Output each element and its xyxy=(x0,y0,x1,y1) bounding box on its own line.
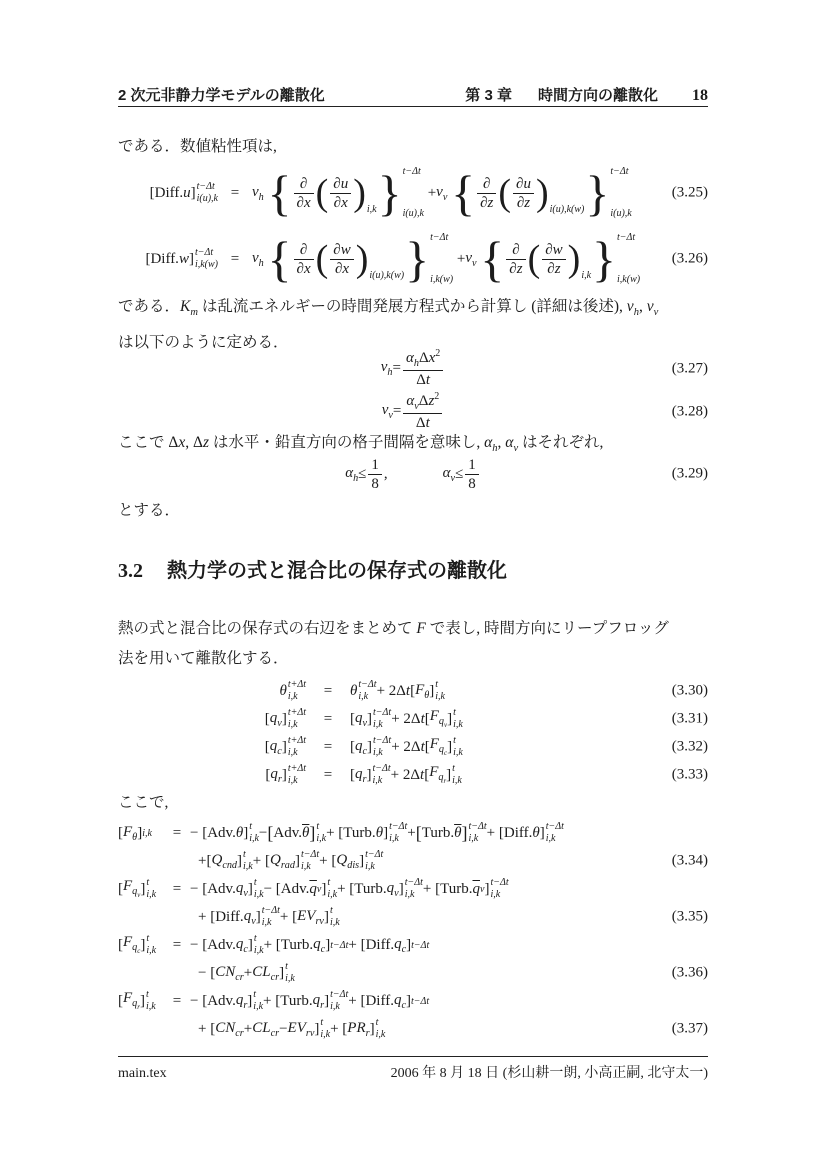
equation-3-36-line2 xyxy=(118,959,708,987)
footer-date-authors: 2006 年 8 月 18 日 (杉山耕一朗, 小高正嗣, 北守太一) xyxy=(390,1066,708,1081)
page-number: 18 xyxy=(692,87,708,104)
equation-number: (3.34) xyxy=(671,852,708,869)
equation-number: (3.36) xyxy=(671,964,708,981)
equals-sign: = xyxy=(172,824,182,841)
equation-3-25 xyxy=(118,160,708,226)
equation-rhs: [ $q_c$ ] t−Δt i,k + 2Δ t [ $F_{q_c}$ ] t i,k xyxy=(350,734,463,758)
header-rule xyxy=(118,106,708,107)
equation-rhs: $\nu_h$ { $\frac{\partial}{\partial x}$ ( $\frac{\partial w}{\partial x}$ ) i(u),k(w) } t−Δt i,k(w) + $\nu_v$ { $\frac{\partial}{\partial z}$ ( $\frac{\partial w}{\partial z}$ ) i,k } t−Δt i,k(w) xyxy=(252,231,641,287)
page-footer xyxy=(118,1062,708,1082)
equals-sign: = xyxy=(323,682,333,699)
paragraph-line: 法を用いて離散化する． xyxy=(118,650,289,667)
equation-lhs: [ $F_{q_r}$ ] t i,k xyxy=(118,988,156,1012)
equation-number: (3.33) xyxy=(671,766,708,783)
equation-lhs: [ $F_{q_c}$ ] t i,k xyxy=(118,932,157,956)
equals-sign: = xyxy=(172,880,182,897)
equation-number: (3.32) xyxy=(671,738,708,755)
equation-body: $\nu_h$ = $\frac{\alpha_h\Delta x^2}{\Delta t}$ xyxy=(118,348,708,389)
equation-3-31 xyxy=(118,705,708,733)
equation-number: (3.31) xyxy=(671,710,708,727)
equation-3-27 xyxy=(118,347,708,390)
footer-filename: main.tex xyxy=(118,1066,167,1081)
running-head-title: 時間方向の離散化 xyxy=(537,87,658,104)
equation-rhs: − [Adv. θ ] t i,k − [ Adv. $\overline{\theta}$ ] t i,k + [Turb. θ ] t−Δt i,k + [ Turb. $\overline{\theta}$ ] t−Δt i,k + [Diff. θ ] t−Δt i,k xyxy=(190,820,564,844)
equation-rhs: $\nu_h$ { $\frac{\partial}{\partial x}$ ( $\frac{\partial u}{\partial x}$ ) i,k } t−Δt i(u),k + $\nu_v$ { $\frac{\partial}{\partial z}$ ( $\frac{\partial u}{\partial z}$ ) i(u),k(w) } t−Δt i(u),k xyxy=(252,165,632,221)
equation-rhs: + [ $CN_{cr}$ + $CL_{cr}$ − $EV_{rv}$ ] t i,k + [ $PR_r$ ] t i,k xyxy=(198,1016,386,1040)
equation-body: $\nu_v$ = $\frac{\alpha_v\Delta z^2}{\Delta t}$ xyxy=(118,391,708,432)
paragraph-intro: である．数値粘性項は, xyxy=(118,138,277,155)
equals-sign: = xyxy=(323,710,333,727)
equation-number: (3.30) xyxy=(671,682,708,699)
equation-rhs: − [Adv. $q_r$ ] t i,k + [Turb. $q_r$ ] t−Δt i,k + [Diff. $q_c$ ] t−Δt xyxy=(190,988,430,1012)
footer-rule xyxy=(118,1056,708,1057)
running-head-left: 2 次元非静力学モデルの離散化 xyxy=(118,87,325,104)
equals-sign: = xyxy=(323,738,333,755)
equation-3-29 xyxy=(118,452,708,496)
paragraph-line: は以下のように定める． xyxy=(118,334,289,352)
equation-3-32 xyxy=(118,733,708,761)
section-title: 熱力学の式と混合比の保存式の離散化 xyxy=(167,560,507,582)
equation-body: $\alpha_h$ ≤ $\frac{1}{8}$ , $\alpha_v$ ≤ $\frac{1}{8}$ xyxy=(118,456,708,493)
equation-3-26 xyxy=(118,226,708,292)
equation-number: (3.25) xyxy=(671,184,708,201)
equation-number: (3.29) xyxy=(671,465,708,482)
equation-3-28 xyxy=(118,390,708,433)
paragraph-kokode: ここで, xyxy=(118,794,169,811)
equation-lhs: [Diff. u ] t−Δt i(u),k xyxy=(149,180,218,204)
equation-lhs: [ $F_{q_v}$ ] t i,k xyxy=(118,876,157,900)
equation-rhs: − [Adv. $q_v$ ] t i,k − [Adv. $\overline{q}$ v ] t i,k + [Turb. $q_v$ ] t−Δt i,k + [Turb. $\overline{q}$ v ] t−Δt i,k xyxy=(190,876,509,900)
equation-3-37-line1 xyxy=(118,987,708,1015)
equation-rhs: +[ $Q_{cnd}$ ] t i,k + [ $Q_{rad}$ ] t−Δt i,k + [ $Q_{dis}$ ] t−Δt i,k xyxy=(198,848,384,872)
equation-lhs: [ $q_c$ ] t+Δt i,k xyxy=(264,734,306,758)
equation-lhs: [Diff. w ] t−Δt i,k(w) xyxy=(145,246,218,270)
equals-sign: = xyxy=(230,184,240,201)
equation-lhs: [ $F_\theta$ ] i,k xyxy=(118,823,152,843)
equation-lhs: θ t+Δt i,k xyxy=(279,678,306,702)
paragraph-line: 熱の式と混合比の保存式の右辺をまとめて F で表し, 時間方向にリープフロッグ xyxy=(118,620,669,637)
equals-sign: = xyxy=(172,992,182,1009)
equation-3-33 xyxy=(118,761,708,789)
equation-3-34-line1 xyxy=(118,819,708,847)
equation-rhs: [ $q_r$ ] t−Δt i,k + 2Δ t [ $F_{q_r}$ ] t i,k xyxy=(350,762,462,786)
equals-sign: = xyxy=(230,250,240,267)
equation-group-leapfrog xyxy=(118,677,708,789)
section-number: 3.2 xyxy=(118,560,143,582)
equation-3-30 xyxy=(118,677,708,705)
paragraph-tosuru: とする． xyxy=(118,502,181,519)
equation-rhs: [ $q_v$ ] t−Δt i,k + 2Δ t [ $F_{q_v}$ ] t i,k xyxy=(350,706,463,730)
page-header xyxy=(118,84,708,105)
equation-3-35-line2 xyxy=(118,903,708,931)
equation-number: (3.27) xyxy=(671,360,708,376)
equation-3-35-line1 xyxy=(118,875,708,903)
equation-group-alpha xyxy=(118,452,708,496)
equation-number: (3.26) xyxy=(671,250,708,267)
equation-group-nu xyxy=(118,347,708,433)
paragraph-leapfrog xyxy=(118,614,708,674)
equation-number: (3.37) xyxy=(671,1020,708,1037)
equals-sign: = xyxy=(172,936,182,953)
paragraph-grid: ここで Δx, Δz は水平・鉛直方向の格子間隔を意味し, $\alpha_h$, $\alpha_v$ はそれぞれ, xyxy=(118,434,604,455)
running-head-chapter: 第 3 章 xyxy=(465,87,512,104)
equation-3-36-line1 xyxy=(118,931,708,959)
equation-rhs: + [Diff. $q_v$ ] t−Δt i,k + [ $EV_{rv}$ ] t i,k xyxy=(198,904,340,928)
equation-rhs: − [ $CN_{cr}$ + $CL_{cr}$ ] t i,k xyxy=(198,960,295,984)
equation-rhs: − [Adv. $q_c$ ] t i,k + [Turb. $q_c$ ] t−Δt + [Diff. $q_c$ ] t−Δt xyxy=(190,932,430,956)
equation-group-forcing xyxy=(118,819,708,1043)
equals-sign: = xyxy=(323,766,333,783)
paragraph-line: である．$K_m$ は乱流エネルギーの時間発展方程式から計算し (詳細は後述), $\nu_h$, $\nu_v$ xyxy=(118,298,659,319)
equation-group-diffusion xyxy=(118,160,708,292)
equation-number: (3.35) xyxy=(671,908,708,925)
equation-number: (3.28) xyxy=(671,403,708,419)
section-heading xyxy=(118,554,708,583)
equation-3-37-line2 xyxy=(118,1015,708,1043)
equation-rhs: θ t−Δt i,k + 2Δ t [ $F_\theta$ ] t i,k xyxy=(350,678,445,702)
equation-lhs: [ $q_r$ ] t+Δt i,k xyxy=(265,762,306,786)
equation-lhs: [ $q_v$ ] t+Δt i,k xyxy=(264,706,306,730)
equation-3-34-line2 xyxy=(118,847,708,875)
